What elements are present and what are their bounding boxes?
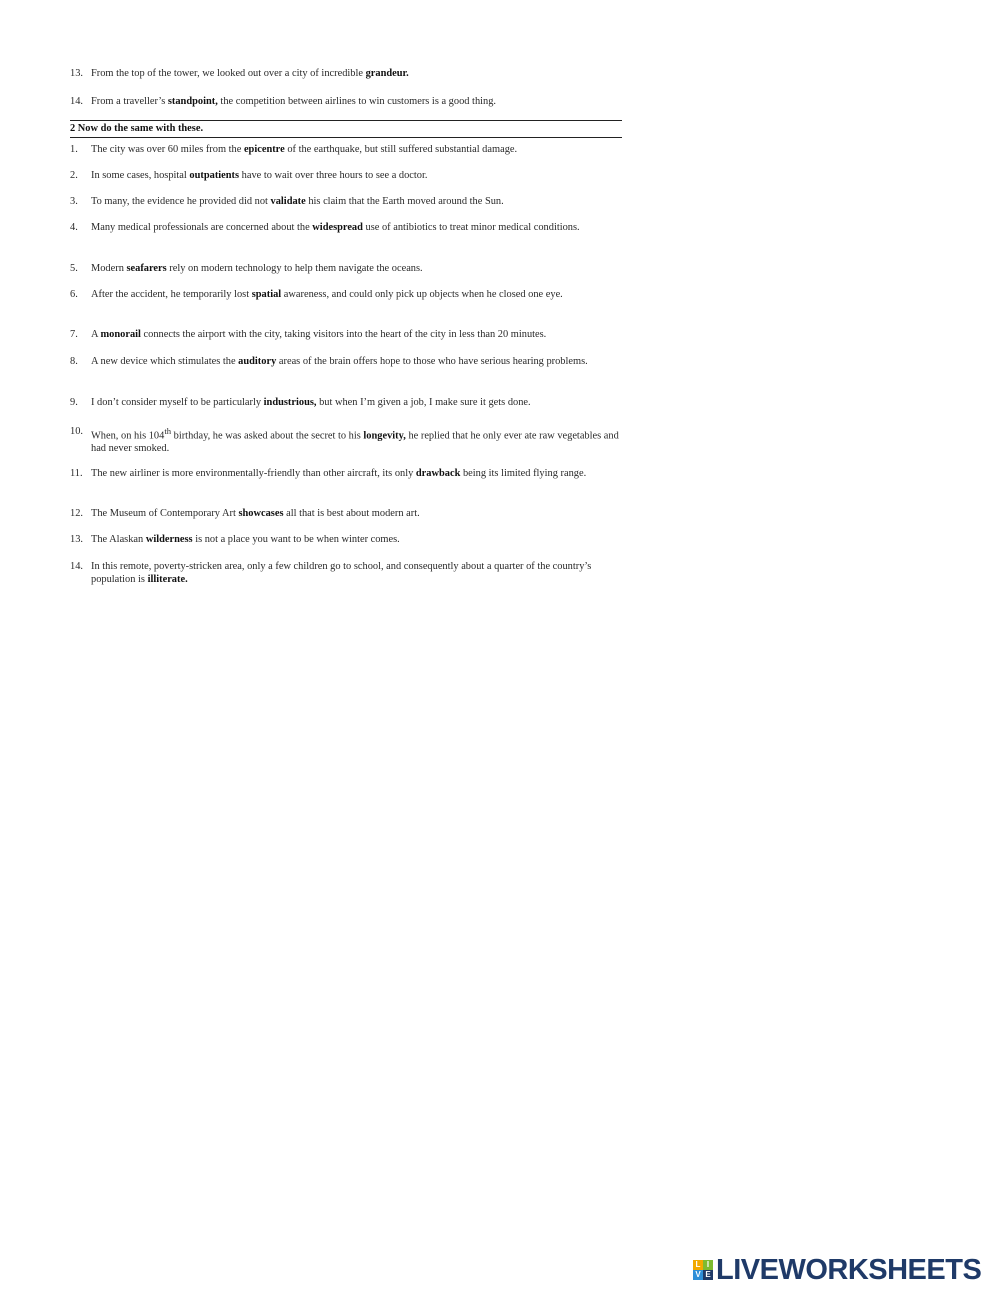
section2-item-12 [70,507,622,520]
section2-item-14 [70,560,622,586]
item-text: Many medical professionals are concerned about the widespread use of antibiotics to treat minor medical conditions. [91,222,580,233]
item-text: When, on his 104th birthday, he was asked about the secret to his longevity, he replied that he only ever ate raw vegetables and had never smoked. [91,426,619,455]
section2-item-11 [70,467,622,480]
section2-item-6 [70,288,622,301]
item-text: A new device which stimulates the auditory areas of the brain offers hope to those who have serious hearing problems. [91,356,588,367]
section2-item-10 [70,425,622,455]
item-number: 4. [70,222,78,233]
item-text: The city was over 60 miles from the epicentre of the earthquake, but still suffered substantial damage. [91,144,518,155]
item-number: 9. [70,397,78,408]
item-text: After the accident, he temporarily lost spatial awareness, and could only pick up objects when he closed one eye. [91,289,563,300]
logo-letter-e: E [703,1270,713,1280]
item-number: 3. [70,196,78,207]
section2-item-9 [70,396,622,409]
section2-item-4 [70,221,622,234]
item-text: The new airliner is more environmentally-friendly than other aircraft, its only drawback being its limited flying range. [91,468,587,479]
section2-item-8 [70,355,622,368]
item-text: From the top of the tower, we looked out over a city of incredible grandeur. [91,68,409,79]
section-2-heading: 2 Now do the same with these. [70,120,622,138]
item-number: 12. [70,508,83,519]
item-text: The Museum of Contemporary Art showcases all that is best about modern art. [91,508,420,519]
item-number: 6. [70,289,78,300]
section2-item-13 [70,533,622,546]
section2-item-5 [70,262,622,275]
item-number: 13. [70,68,83,79]
item-number: 10. [70,426,83,437]
item-text: The Alaskan wilderness is not a place you want to be when winter comes. [91,534,400,545]
item-text: In this remote, poverty-stricken area, only a few children go to school, and consequently about a quarter of the country’s population is illiterate. [91,561,592,585]
item-text: From a traveller’s standpoint, the competition between airlines to win customers is a good thing. [91,96,497,107]
section2-item-7 [70,328,622,341]
logo-letter-l: L [693,1260,703,1270]
section2-item-1 [70,143,622,156]
exercise-item-14 [70,95,622,108]
section2-item-3 [70,195,622,208]
item-number: 1. [70,144,78,155]
item-number: 11. [70,468,83,479]
liveworksheets-logo[interactable] [693,1253,981,1287]
logo-letter-v: V [693,1270,703,1280]
item-number: 7. [70,329,78,340]
liveworksheets-logo-icon [693,1260,713,1280]
exercise-item-13 [70,67,622,80]
item-text: I don’t consider myself to be particularly industrious, but when I’m given a job, I make sure it gets done. [91,397,531,408]
item-number: 14. [70,96,83,107]
logo-letter-i: I [703,1260,713,1270]
item-text: In some cases, hospital outpatients have to wait over three hours to see a doctor. [91,170,428,181]
item-number: 13. [70,534,83,545]
item-number: 5. [70,263,78,274]
item-number: 14. [70,561,83,572]
item-number: 8. [70,356,78,367]
item-text: A monorail connects the airport with the city, taking visitors into the heart of the city in less than 20 minutes. [91,329,547,340]
item-number: 2. [70,170,78,181]
section2-item-2 [70,169,622,182]
item-text: To many, the evidence he provided did not validate his claim that the Earth moved around the Sun. [91,196,504,207]
item-text: Modern seafarers rely on modern technology to help them navigate the oceans. [91,263,423,274]
logo-wordmark: LIVEWORKSHEETS [716,1253,982,1286]
